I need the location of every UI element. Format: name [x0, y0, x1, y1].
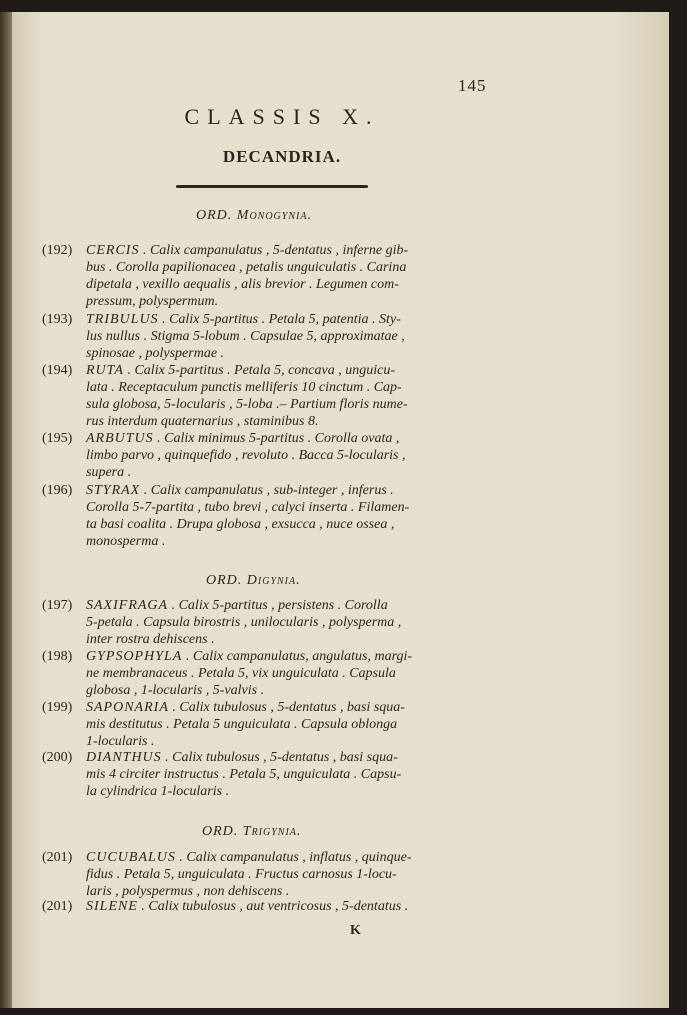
description-line: lata . Receptaculum punctis melliferis 10 cinctum . Cap-	[86, 380, 402, 395]
description-line: lus nullus . Stigma 5-lobum . Capsulae 5, approximatae ,	[86, 329, 405, 344]
entry-description	[86, 699, 548, 750]
description-line: 5-petala . Capsula birostris , unilocularis , polysperma ,	[86, 615, 402, 630]
description-line: laris , polyspermus , non dehiscens .	[86, 884, 290, 899]
book-page	[12, 12, 669, 1008]
entry-number: (201)	[42, 850, 73, 865]
entry-description	[86, 597, 548, 648]
class-subtitle: DECANDRIA.	[222, 147, 342, 166]
description-line: SAXIFRAGA . Calix 5-partitus , persistens . Corolla	[86, 598, 388, 613]
order-heading: ORD. Digynia.	[206, 573, 301, 588]
entry-number: (197)	[42, 598, 73, 613]
class-title: CLASSIS X.	[184, 104, 380, 129]
entry-number: (201)	[42, 899, 73, 914]
description-line: supera .	[86, 465, 132, 480]
entry-description	[86, 242, 548, 310]
page-number: 145	[458, 76, 487, 95]
entry-number: (195)	[42, 431, 73, 446]
entry-description	[86, 749, 548, 800]
description-line: bus . Corolla papilionacea , petalis unguiculatis . Carina	[86, 260, 407, 275]
description-line: TRIBULUS . Calix 5-partitus . Petala 5, patentia . Sty-	[86, 312, 401, 327]
entry-description	[86, 898, 548, 915]
entry-description	[86, 311, 548, 362]
description-line: limbo parvo , quinquefido , revoluto . Bacca 5-locularis ,	[86, 448, 406, 463]
description-line: SAPONARIA . Calix tubulosus , 5-dentatus , basi squa-	[86, 700, 405, 715]
description-line: sula globosa, 5-locularis , 5-loba .– Partium floris nume-	[86, 397, 408, 412]
entry-description	[86, 648, 548, 699]
entry-number: (199)	[42, 700, 73, 715]
description-line: 1-locularis .	[86, 734, 155, 749]
description-line: spinosae , polyspermae .	[86, 346, 225, 361]
description-line: monosperma .	[86, 534, 166, 549]
description-line: globosa , 1-locularis , 5-valvis .	[86, 683, 265, 698]
description-line: ta basi coalita . Drupa globosa , exsucca , nuce ossea ,	[86, 517, 395, 532]
description-line: la cylindrica 1-locularis .	[86, 784, 230, 799]
description-line: mis 4 circiter instructus . Petala 5, unguiculata . Capsu-	[86, 767, 402, 782]
description-line: rus interdum quaternarius , staminibus 8.	[86, 414, 319, 429]
description-line: Corolla 5-7-partita , tubo brevi , calyci inserta . Filamen-	[86, 500, 410, 515]
description-line: dipetala , vexillo aequalis , alis brevior . Legumen com-	[86, 277, 399, 292]
description-line: ARBUTUS . Calix minimus 5-partitus . Corolla ovata ,	[86, 431, 400, 446]
description-line: GYPSOPHYLA . Calix campanulatus, angulatus, margi-	[86, 649, 413, 664]
entry-number: (194)	[42, 363, 73, 378]
title-rule	[176, 185, 368, 188]
description-line: DIANTHUS . Calix tubulosus , 5-dentatus , basi squa-	[86, 750, 398, 765]
description-line: ne membranaceus . Petala 5, vix unguiculata . Capsula	[86, 666, 396, 681]
description-line: fidus . Petala 5, unguiculata . Fructus carnosus 1-locu-	[86, 867, 397, 882]
description-line: STYRAX . Calix campanulatus , sub-integer , inferus .	[86, 483, 394, 498]
order-heading: ORD. Trigynia.	[202, 824, 302, 839]
entry-number: (200)	[42, 750, 73, 765]
entry-number: (192)	[42, 243, 73, 258]
description-line: inter rostra dehiscens .	[86, 632, 215, 647]
entry-number: (193)	[42, 312, 73, 327]
entry-description	[86, 362, 548, 430]
entry-number: (196)	[42, 483, 73, 498]
description-line: CUCUBALUS . Calix campanulatus , inflatus , quinque-	[86, 850, 412, 865]
description-line: RUTA . Calix 5-partitus . Petala 5, concava , unguicu-	[86, 363, 395, 378]
entry-description	[86, 482, 548, 550]
description-line: pressum, polyspermum.	[86, 294, 219, 309]
order-heading: ORD. Monogynia.	[196, 208, 312, 223]
signature-mark: K	[350, 923, 361, 938]
entry-description	[86, 849, 548, 900]
description-line: mis destitutus . Petala 5 unguiculata . Capsula oblonga	[86, 717, 398, 732]
entry-description	[86, 430, 548, 481]
description-line: SILENE . Calix tubulosus , aut ventricosus , 5-dentatus .	[86, 899, 409, 914]
description-line: CERCIS . Calix campanulatus , 5-dentatus , inferne gib-	[86, 243, 409, 258]
entry-number: (198)	[42, 649, 73, 664]
page-binding-edge	[0, 12, 12, 1008]
